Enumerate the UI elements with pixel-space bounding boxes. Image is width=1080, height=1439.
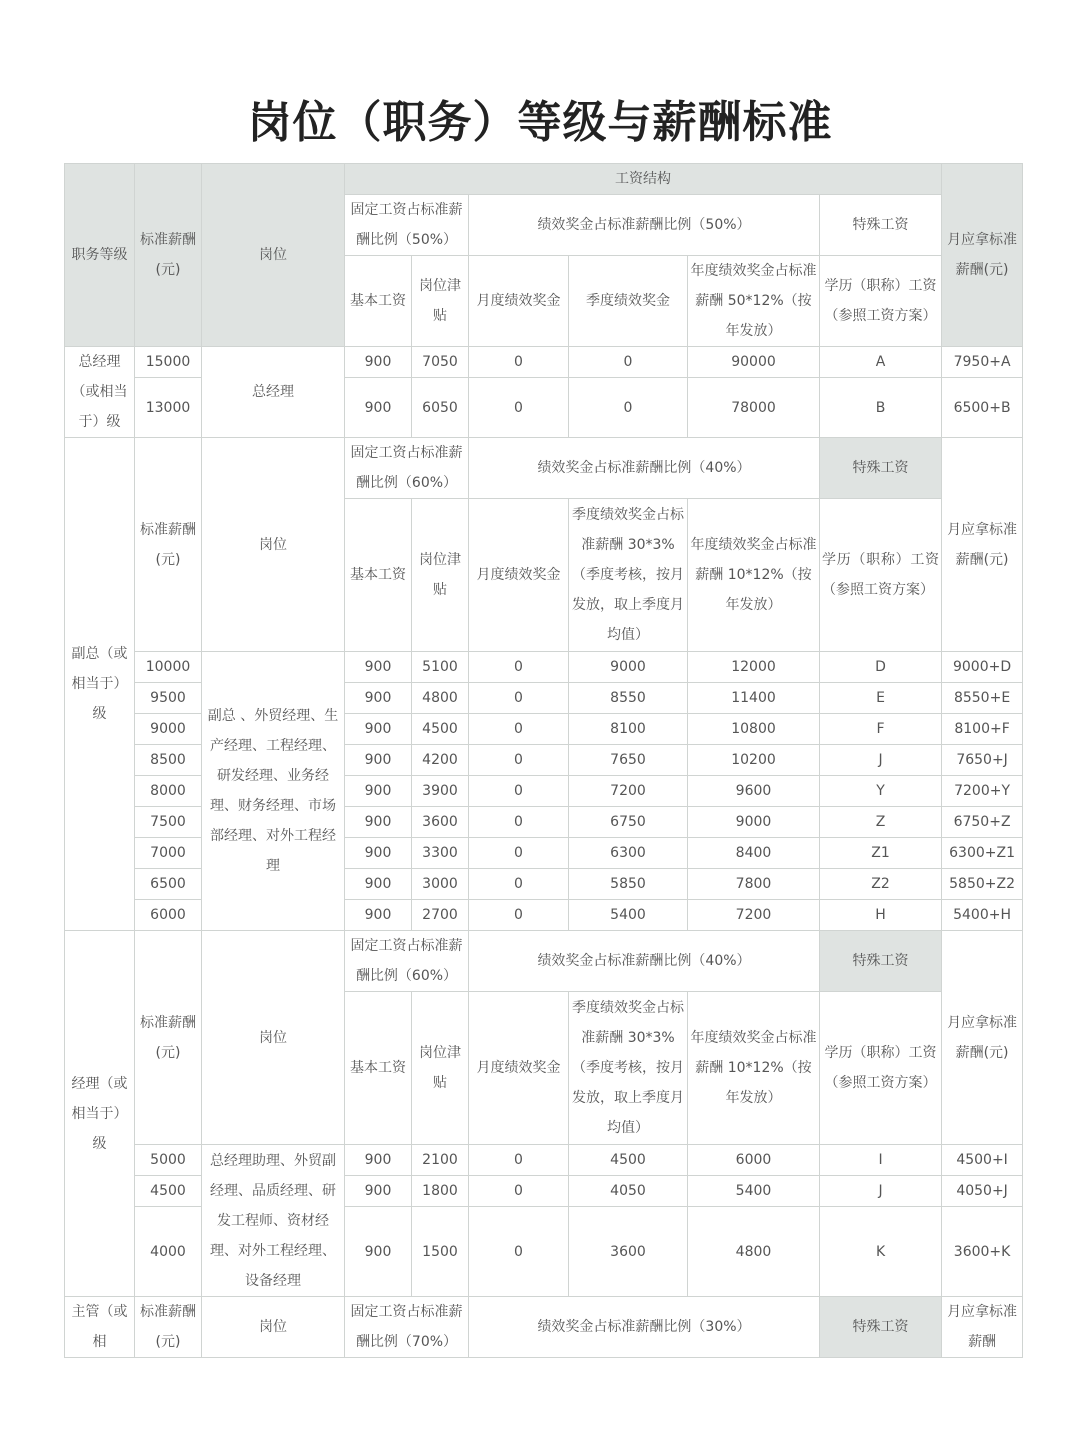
- cell-quarterly-bonus: 4050: [569, 1176, 688, 1207]
- cell-monthly-bonus: 0: [469, 838, 569, 869]
- cell-pay: 6000: [135, 900, 202, 931]
- mgr-monthly: 月应拿标准薪酬(元): [942, 931, 1023, 1145]
- header-monthly: 月应拿标准薪酬(元): [942, 164, 1023, 347]
- cell-total: 8550+E: [942, 683, 1023, 714]
- cell-total: 6750+Z: [942, 807, 1023, 838]
- cell-pay: 4500: [135, 1176, 202, 1207]
- cell-quarterly-bonus: 7650: [569, 745, 688, 776]
- cell-quarterly-bonus: 4500: [569, 1145, 688, 1176]
- cell-total: 7650+J: [942, 745, 1023, 776]
- cell-annual-bonus: 10200: [688, 745, 820, 776]
- cell-pay: 9000: [135, 714, 202, 745]
- mgr-positions: 总经理助理、外贸副经理、品质经理、研发工程师、资材经理、对外工程经理、设备经理: [202, 1145, 345, 1297]
- cell-pay: 8000: [135, 776, 202, 807]
- cell-base: 900: [345, 838, 412, 869]
- vp-quarterly-bonus: 季度绩效奖金占标准薪酬 30*3%（季度考核，按月发放，取上季度月均值）: [569, 499, 688, 652]
- cell-quarterly-bonus: 6750: [569, 807, 688, 838]
- cell-annual-bonus: 6000: [688, 1145, 820, 1176]
- cell-monthly-bonus: 0: [469, 378, 569, 438]
- cell-special: H: [820, 900, 942, 931]
- cell-allowance: 1800: [412, 1176, 469, 1207]
- cell-annual-bonus: 7800: [688, 869, 820, 900]
- cell-total: 6500+B: [942, 378, 1023, 438]
- vp-position-header: 岗位: [202, 438, 345, 652]
- vp-positions: 副总 、外贸经理、生产经理、工程经理、研发经理、业务经理、财务经理、市场部经理、对外工程经理: [202, 652, 345, 931]
- vp-monthly-bonus: 月度绩效奖金: [469, 499, 569, 652]
- cell-monthly-bonus: 0: [469, 745, 569, 776]
- cell-pay: 8500: [135, 745, 202, 776]
- cell-quarterly-bonus: 3600: [569, 1207, 688, 1297]
- cell-allowance: 4200: [412, 745, 469, 776]
- vp-base: 基本工资: [345, 499, 412, 652]
- cell-special: A: [820, 347, 942, 378]
- sup-fixed-ratio: 固定工资占标准薪酬比例（70%）: [345, 1297, 469, 1358]
- cell-pay: 15000: [135, 347, 202, 378]
- cell-total: 7200+Y: [942, 776, 1023, 807]
- vp-fixed-ratio: 固定工资占标准薪酬比例（60%）: [345, 438, 469, 499]
- vp-education: 学历（职称）工资 （参照工资方案）: [820, 499, 942, 652]
- cell-quarterly-bonus: 5400: [569, 900, 688, 931]
- mgr-position-header: 岗位: [202, 931, 345, 1145]
- header-quarterly-bonus: 季度绩效奖金: [569, 256, 688, 347]
- mgr-perf-ratio: 绩效奖金占标准薪酬比例（40%）: [469, 931, 820, 992]
- cell-monthly-bonus: 0: [469, 347, 569, 378]
- vp-std-pay-header: 标准薪酬(元): [135, 438, 202, 652]
- cell-quarterly-bonus: 6300: [569, 838, 688, 869]
- header-special: 特殊工资: [820, 195, 942, 256]
- sup-grade: 主管（或相: [65, 1297, 135, 1358]
- header-fixed-ratio: 固定工资占标准薪酬比例（50%）: [345, 195, 469, 256]
- cell-allowance: 2100: [412, 1145, 469, 1176]
- table-row: [65, 1145, 1023, 1176]
- sup-position-header: 岗位: [202, 1297, 345, 1358]
- cell-pay: 10000: [135, 652, 202, 683]
- vp-allowance: 岗位津贴: [412, 499, 469, 652]
- header-allowance: 岗位津贴: [412, 256, 469, 347]
- cell-total: 4500+I: [942, 1145, 1023, 1176]
- sup-monthly: 月应拿标准薪酬: [942, 1297, 1023, 1358]
- cell-annual-bonus: 8400: [688, 838, 820, 869]
- cell-total: 3600+K: [942, 1207, 1023, 1297]
- mgr-special: 特殊工资: [820, 931, 942, 992]
- cell-monthly-bonus: 0: [469, 1176, 569, 1207]
- header-structure: 工资结构: [345, 164, 942, 195]
- cell-annual-bonus: 12000: [688, 652, 820, 683]
- table-row: [65, 652, 1023, 683]
- gm-position: 总经理: [202, 347, 345, 438]
- cell-quarterly-bonus: 8100: [569, 714, 688, 745]
- mgr-quarterly-bonus: 季度绩效奖金占标准薪酬 30*3%（季度考核，按月发放，取上季度月均值）: [569, 992, 688, 1145]
- cell-base: 900: [345, 1145, 412, 1176]
- vp-special: 特殊工资: [820, 438, 942, 499]
- cell-allowance: 3600: [412, 807, 469, 838]
- cell-monthly-bonus: 0: [469, 900, 569, 931]
- cell-base: 900: [345, 1176, 412, 1207]
- cell-pay: 7000: [135, 838, 202, 869]
- cell-monthly-bonus: 0: [469, 807, 569, 838]
- header-education: 学历（职称）工资（参照工资方案）: [820, 256, 942, 347]
- sup-special: 特殊工资: [820, 1297, 942, 1358]
- cell-special: B: [820, 378, 942, 438]
- cell-total: 7950+A: [942, 347, 1023, 378]
- cell-monthly-bonus: 0: [469, 869, 569, 900]
- cell-annual-bonus: 9000: [688, 807, 820, 838]
- mgr-fixed-ratio: 固定工资占标准薪酬比例（60%）: [345, 931, 469, 992]
- cell-allowance: 4800: [412, 683, 469, 714]
- header-std-pay: 标准薪酬(元): [135, 164, 202, 347]
- cell-special: Z: [820, 807, 942, 838]
- header-position: 岗位: [202, 164, 345, 347]
- cell-pay: 13000: [135, 378, 202, 438]
- cell-quarterly-bonus: 0: [569, 378, 688, 438]
- header-perf-ratio: 绩效奖金占标准薪酬比例（50%）: [469, 195, 820, 256]
- cell-base: 900: [345, 745, 412, 776]
- header-grade: 职务等级: [65, 164, 135, 347]
- mgr-annual-bonus: 年度绩效奖金占标准薪酬 10*12%（按年发放）: [688, 992, 820, 1145]
- cell-allowance: 7050: [412, 347, 469, 378]
- cell-special: Z2: [820, 869, 942, 900]
- cell-monthly-bonus: 0: [469, 683, 569, 714]
- cell-quarterly-bonus: 5850: [569, 869, 688, 900]
- mgr-allowance: 岗位津贴: [412, 992, 469, 1145]
- cell-annual-bonus: 4800: [688, 1207, 820, 1297]
- cell-allowance: 3000: [412, 869, 469, 900]
- cell-annual-bonus: 11400: [688, 683, 820, 714]
- cell-base: 900: [345, 807, 412, 838]
- cell-allowance: 5100: [412, 652, 469, 683]
- mgr-education: 学历（职称）工资（参照工资方案）: [820, 992, 942, 1145]
- gm-grade: 总经理（或相当于）级: [65, 347, 135, 438]
- cell-monthly-bonus: 0: [469, 1207, 569, 1297]
- cell-annual-bonus: 78000: [688, 378, 820, 438]
- cell-base: 900: [345, 378, 412, 438]
- header-base: 基本工资: [345, 256, 412, 347]
- mgr-base: 基本工资: [345, 992, 412, 1145]
- cell-allowance: 1500: [412, 1207, 469, 1297]
- cell-special: D: [820, 652, 942, 683]
- vp-annual-bonus: 年度绩效奖金占标准薪酬 10*12%（按年发放）: [688, 499, 820, 652]
- page-title: 岗位（职务）等级与薪酬标准: [247, 97, 833, 148]
- vp-perf-ratio: 绩效奖金占标准薪酬比例（40%）: [469, 438, 820, 499]
- cell-total: 5850+Z2: [942, 869, 1023, 900]
- cell-base: 900: [345, 900, 412, 931]
- cell-allowance: 4500: [412, 714, 469, 745]
- cell-annual-bonus: 10800: [688, 714, 820, 745]
- cell-pay: 7500: [135, 807, 202, 838]
- cell-total: 4050+J: [942, 1176, 1023, 1207]
- cell-base: 900: [345, 683, 412, 714]
- cell-monthly-bonus: 0: [469, 652, 569, 683]
- cell-annual-bonus: 5400: [688, 1176, 820, 1207]
- cell-base: 900: [345, 869, 412, 900]
- cell-base: 900: [345, 776, 412, 807]
- cell-base: 900: [345, 714, 412, 745]
- cell-annual-bonus: 90000: [688, 347, 820, 378]
- cell-special: Z1: [820, 838, 942, 869]
- cell-pay: 9500: [135, 683, 202, 714]
- cell-total: 8100+F: [942, 714, 1023, 745]
- salary-table: [64, 163, 1023, 1358]
- vp-grade: 副总（或相当于）级: [65, 438, 135, 931]
- cell-annual-bonus: 7200: [688, 900, 820, 931]
- cell-pay: 4000: [135, 1207, 202, 1297]
- cell-special: J: [820, 1176, 942, 1207]
- cell-special: E: [820, 683, 942, 714]
- cell-monthly-bonus: 0: [469, 776, 569, 807]
- cell-allowance: 3900: [412, 776, 469, 807]
- cell-total: 5400+H: [942, 900, 1023, 931]
- mgr-grade: 经理（或相当于）级: [65, 931, 135, 1297]
- cell-total: 6300+Z1: [942, 838, 1023, 869]
- sup-std-pay-header: 标准薪酬(元): [135, 1297, 202, 1358]
- cell-allowance: 6050: [412, 378, 469, 438]
- cell-special: Y: [820, 776, 942, 807]
- header-monthly-bonus: 月度绩效奖金: [469, 256, 569, 347]
- cell-quarterly-bonus: 0: [569, 347, 688, 378]
- cell-special: F: [820, 714, 942, 745]
- cell-annual-bonus: 9600: [688, 776, 820, 807]
- cell-pay: 5000: [135, 1145, 202, 1176]
- cell-quarterly-bonus: 8550: [569, 683, 688, 714]
- cell-special: I: [820, 1145, 942, 1176]
- mgr-monthly-bonus: 月度绩效奖金: [469, 992, 569, 1145]
- sup-perf-ratio: 绩效奖金占标准薪酬比例（30%）: [469, 1297, 820, 1358]
- cell-quarterly-bonus: 7200: [569, 776, 688, 807]
- cell-pay: 6500: [135, 869, 202, 900]
- cell-allowance: 2700: [412, 900, 469, 931]
- cell-base: 900: [345, 347, 412, 378]
- cell-monthly-bonus: 0: [469, 1145, 569, 1176]
- header-annual-bonus: 年度绩效奖金占标准薪酬 50*12%（按年发放）: [688, 256, 820, 347]
- cell-total: 9000+D: [942, 652, 1023, 683]
- cell-monthly-bonus: 0: [469, 714, 569, 745]
- cell-base: 900: [345, 1207, 412, 1297]
- cell-allowance: 3300: [412, 838, 469, 869]
- cell-quarterly-bonus: 9000: [569, 652, 688, 683]
- mgr-std-pay-header: 标准薪酬(元): [135, 931, 202, 1145]
- cell-base: 900: [345, 652, 412, 683]
- table-row: [65, 347, 1023, 378]
- cell-special: K: [820, 1207, 942, 1297]
- cell-special: J: [820, 745, 942, 776]
- vp-monthly: 月应拿标准薪酬(元): [942, 438, 1023, 652]
